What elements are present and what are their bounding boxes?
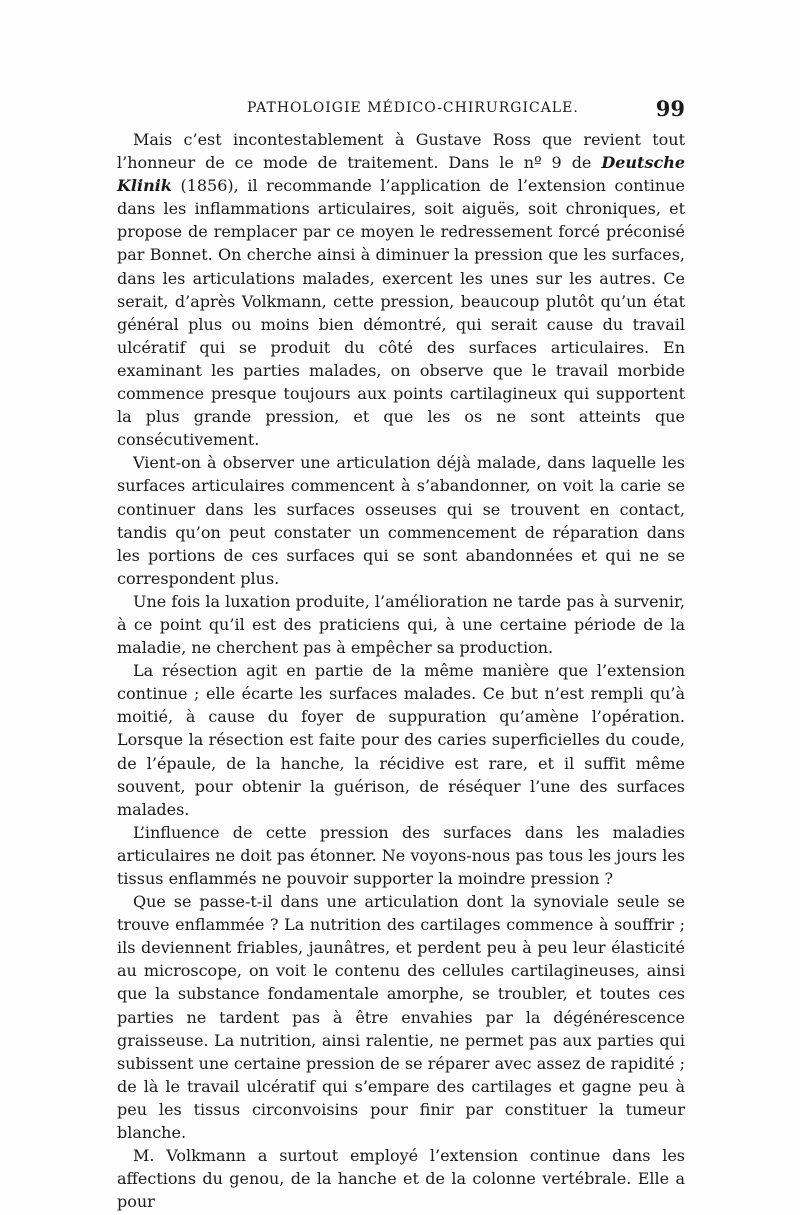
- paragraph: Vient-on à observer une articulation déjà malade, dans laquelle les surfaces articulaires commencent à s’abandonner, on voit la carie se continuer dans les surfaces osseuses qui se trouvent en contact, tandis qu’on peut constater un commencement de réparation dans les portions de ces surfaces qui se sont abandonnées et qui ne se correspondent plus.: [117, 453, 685, 588]
- paragraph: M. Volkmann a surtout employé l’extension continue dans les affections du genou, de la hanche et de la colonne vertébrale. Elle a pour: [117, 1146, 685, 1212]
- page-header: [117, 96, 685, 126]
- paragraph: L’influence de cette pression des surfaces dans les maladies articulaires ne doit pas étonner. Ne voyons-nous pas tous les jours les tissus enflammés ne pouvoir supporter la moindre pression ?: [117, 822, 685, 888]
- paragraph: Mais c’est incontestablement à Gustave Ross que revient tout l’honneur de ce mode de traitement. Dans le nº 9 de Deutsche Klinik (1856), il recommande l’application de l’extension continue dans les inflammations articulaires, soit aiguës, soit chroniques, et propose de remplacer par ce moyen le redressement forcé préconisé par Bonnet. On cherche ainsi à diminuer la pression que les surfaces, dans les articulations malades, exercent les unes sur les autres. Ce serait, d’après Volkmann, cette pression, beaucoup plutôt qu’un état général plus ou moins bien démontré, qui serait cause du travail ulcératif qui se produit du côté des surfaces articulaires. En examinant les parties malades, on observe que le travail morbide commence presque toujours aux points cartilagineux qui supportent la plus grande pression, et que les os ne sont atteints que consécutivement.: [117, 130, 685, 450]
- page-number: 99: [655, 96, 685, 121]
- paragraph: Une fois la luxation produite, l’amélioration ne tarde pas à survenir, à ce point qu’il est des praticiens qui, à une certaine période de la maladie, ne cherchent pas à empêcher sa production.: [117, 591, 685, 658]
- paragraph: Que se passe-t-il dans une articulation dont la synoviale seule se trouve enflammée ? La nutrition des cartilages commence à souffrir ; ils deviennent friables, jaunâtres, et perdent peu à peu leur élasticité au microscope, on voit le contenu des cellules cartilagineuses, ainsi que la substance fondamentale amorphe, se troubler, et toutes ces parties ne tardent pas à être envahies par la dégénérescence graisseuse. La nutrition, ainsi ralentie, ne permet pas aux parties qui subissent une certaine pression de se réparer avec assez de rapidité ; de là le travail ulcératif qui s’empare des cartilages et gagne peu à peu les tissus circonvoisins pour finir par constituer la tumeur blanche.: [117, 892, 685, 1143]
- body-text: [117, 128, 685, 1213]
- running-head: PATHOLOIGIE MÉDICO-CHIRURGICALE.: [247, 100, 579, 116]
- paragraph: La résection agit en partie de la même manière que l’extension continue ; elle écarte les surfaces malades. Ce but n’est rempli qu’à moitié, à cause du foyer de suppuration qu’amène l’opération. Lorsque la résection est faite pour des caries superficielles du coude, de l’épaule, de la hanche, la récidive est rare, et il suffit même souvent, pour obtenir la guérison, de réséquer l’une des surfaces malades.: [117, 661, 685, 819]
- journal-title: Deutsche Klinik: [117, 153, 685, 196]
